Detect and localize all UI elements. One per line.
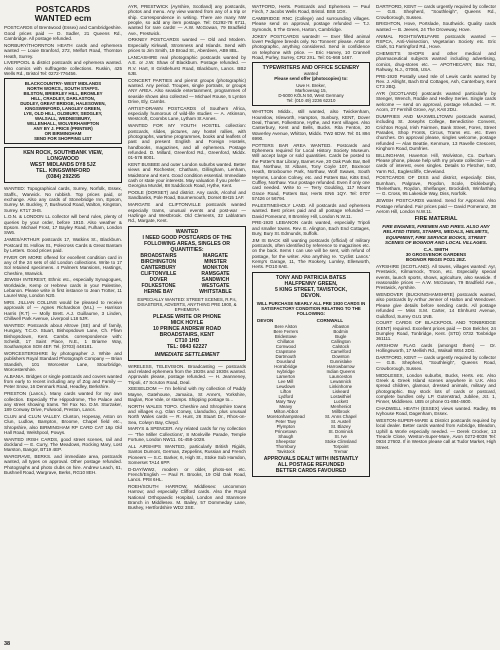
devon-place: Horrabridge [274,363,298,369]
place-column [189,253,242,295]
classified-ad: POSTCARDS OF DISS and district, especially: Diss, Burnham, Palgrave, Roydon, Scole, Dickleburgh, Thelnetham, Roydon, Shelfanger, Brockdish, Winfarthing — G. Cross, 95 Lakeside Way, Diss, Norfolk. [376,175,498,197]
cornwall-place: Albaston [332,323,350,329]
cornwall-place: St. Austell [331,418,351,424]
devon-place: Princetown [274,428,297,434]
classified-ad: ROEH/SOUTH HARROW, Middlesex: uncommon Harrow; and especially Clifford cards. Also the Royal National Orthopaedic Hospital, London and Stanmore Branch in Middlesex. M. Bailey, 57 Dommeday Lane, Bushey, Hertfordshire WD2 3SE. [128,484,248,511]
cornwall-place: Liskeard [332,388,350,394]
place-name: CLIFTONVILLE [140,270,177,277]
classified-list [4,186,122,475]
devon-place: Bere Alston [274,323,298,329]
cornwall-place: St. Ive [334,433,347,439]
place-name: DOVER [149,276,168,283]
classified-ad: JAMES/ARTHUR postcards 17, Watkins St., Blackburn. Postcard St. Hollow St., Polecross Cards & Great Bantam by Letters. Good prices paid. [4,237,124,253]
classified-ad: AYR (SCOTLAND) postcards wanted particularly by Stenger, Wrench, Roddie and Hedley Series. Single cards welcome — send on approval, postage refunded. — R. Acorn, 27 Fernhill Grove, Ayr, KA8 2DU. [376,91,498,113]
devon-place: Dousland [276,358,296,364]
cornwall-place: Callington [331,338,351,344]
classified-list [128,364,246,511]
classified-ad: LANCASHIRE real photographic postcards wanted by A.E. or J.W. Shaw of Blackburn. Postage refunded. — R.V. Hart, 8 Gristlehurst Road, Blackburn, Lancs. BB2 6JB. [128,54,248,76]
devon-place: Crapstone [275,348,296,354]
classified-ad: NORBURY/THORNTON HEATH cards and ephemera wanted — Louie Branford, 272, Melfort Road, Thornton Heath, Surrey. [4,42,124,59]
classified-ad: COURT CARDS OF BLACKPOOL AND TONBRIDGE (KENT) required. Excellent prices paid — Don Belcher, 24 Dumpley Road, Tonbridge, Kent. (STD) 0732 Tonbridge 361111. [376,320,498,342]
classified-ad: PALESTINE/HOLY LAND. All postcards and ephemera wanted. Best prices paid and all postage refunded — David Pomeranz, 8 Bromley Hill, London N.W.11. [252,202,372,219]
column-2 [128,4,246,644]
place-name: RAMSGATE [201,270,230,277]
classified-ad: JIM IS BACK still wanting postcards (official) of military postcards, often identified by reference to magazines etc. on the back. Items I can use will be sent, with refund of postage, for the writer. Also anything re. 'Cyclist Lancs.' Kemp's Garage, 11, The Rookery, Lumley, Ellesworth, Herts. PO10 8AE. [252,237,372,270]
classified-list [4,25,122,76]
devon-place: Chillaton [277,338,295,344]
classified-list [252,4,370,60]
classified-ad: AYRSHIRE (SCOTLAND). All towns, villages wanted: Ayr, Prestwick, Kilmarnock, Troon, etc. Especially special events, launch sports, shows, agriculture, also seaside. If reasonable prices — A.W. McGowan, 79 Bradfield Ave., Prestwick, Ayrshire. [376,264,498,291]
classified-ad: LIVERPOOL & district postcards and ephemera wanted. Also comics with suffragette collections. Ruskin, 425 Wells Rd., Bristol Tel: 0272-776456. [4,60,124,76]
classified-ad: WATFORD, Herts. Postcards and Ephemera — Paul Finch, 7 Jacobs Wells Road, Bristol. BS8 1DX. [252,4,372,15]
cornwall-place: Linkinhorne [329,383,353,389]
ad-intro: WANTED I NEED GOOD POSTCARDS OF THE FOLLOWING AREAS, SINGLES OR QUANTITIES: [142,228,232,253]
classified-ad: WHITTON Middx., still wanted, also Twickenham, Hounslow, Isleworth, Hampton, Sunbury, KENT, Dover Deal, Thanet, Folkestone, Hythe, and Kent villages. Also Canterbury, Kent and Bells, Bucks. Rita Fenton, 20 Waverley Avenue, Whitton, Middx. TW2 6DW. Tel: 01 894 6990. [252,109,372,141]
cornwall-place: Harrowbarrow [326,363,355,369]
classified-ad: AYR, PRESTWICK (Ayrshire, Scotland) any postcards, photos and menu. Any view wanted from any of a trip or ship. Correspondence in writing. There are many NW people, so add any item postage. Tel: 01292-78 6711, wanted for rare cards! — A.W. McGowan, 79 Bradfield Ave., Prestwick. [128,4,248,36]
classified-ad: MARGATE and CLIFTONVILLE postcards wanted especially trams, unusual events and post-war — Hazlinge and Westbrook. Old Clements, 32 Lablatram Rd., Margate, Kent. [128,202,248,224]
classified-ad: WANTED: Topographical cards, Surrey, Norfolk, Essex, Staffs., Warwick. No rubbish. Top prices paid, or exchange. Also any cards of Stonebridge Inn, Epsom, Surrey. M. Buckley, 7, Bushwood Road, Walton, Kingston, Surrey. KT17 3HS. [4,186,124,213]
page-number: 38 [4,641,11,647]
classified-ad: ARTIST-DRAWN POSTCARDS of Southern Africa, especially humorous of wild-life studies — A. Atkinson, Westcroft, Coombs Lane, Lytham St Annes. [128,105,248,122]
fire-material-contact: C.A. SMITH 30 GROSVENOR GARDENS BOGNOR REGIS PO21 2EZ. [405,246,467,263]
column-1 [4,4,122,644]
classified-ad: DARTFORD, KENT — cards urgently required by collector — G.B. Shepherd, "Southleigh", Queens Road, Crowborough, Sussex. [376,355,498,371]
cornwall-place: Stoke Climsland [324,438,357,444]
classified-ad: WESTON-SUPER-MARE & District postcards required by local dealer. Better cards wanted from Axbridge, Bleadon, Uphill & Worle especially needed. — Derek Crocker, 13 Treacle Close, Weston-Super-Mare, Avon 0272-8038 Tel: 0934 27602. If in Weston please call at Tudor Market, High Street. [376,418,498,450]
classified-ad: WANTED FOR MY YOUTH HOSTEL collection: postcards, slides, pictures, any hostel rallies, with photographs, wartime programmes, books and leaflets of past and present English and Foreign Hostels, handbooks, magazines, and all ephemera. Postage refunded. D. Millard, Greenford Rd., Greenford, Middx. 01-578 8001. [128,123,248,161]
classified-ad: CONCERT PARTIES and pierrot groups (photographic) wanted. Any period. Troupes, single portraits, or groups ANY AREA. Also seaside entertainment, programmes of seaside shows also collected — Michael Rouse, 5 Lynton Drive, Ely, Cambs. [128,77,248,105]
classified-ad: MARYS & SPENCER. Any related cards for my collection — 'The Miller Collections', 8 Monkville Parade, Temple Fortune, London NW11. 01-458-1028. [128,426,248,443]
cornwall-place: Camelford [330,348,351,354]
classified-ad: ORKNEY POSTCARDS wanted — Old and Modern. Especially Kirkwall, Stromness and Islands. Send with prices to Jim Smith, 19 Broad St., Aberdeen, AB9 8BL. [128,37,248,54]
classified-ad: L.O.N. & LONDON LL collector will bend rules, plenty of queries by your order, before 1910. Also weather & Epsom. Michael Frost, 17 Bayley Road, Fulham, London SW6. [4,214,124,236]
cornwall-place: St. Blazey [330,423,351,429]
classified-ad: ALBANIA. Bridges or single postcards and covers wanted from early to recent including any of Zog and Family — Peter Snow, 16 Denmark Road, Headley, Berkshire. [4,373,124,390]
classified-ad: KENT BUSBEE and outer London suburbs wanted. Better views and Rochester, Chatham, Gillingham, Lenham, Maidstone and Kent. Good condition essential. Immediate cash or state your interests. May valuation if you prefer — Georgina Murdel, 88 Saddicock Road, Hythe, Kent. [128,161,248,189]
classified-ad: ANIMAL RIGHTS/WELFARE postcards wanted — RSPCA, Anti-Vivisection, Vegetarian Society etc. Eric Clark, 51 Farringford Rd., Hove. [376,33,498,50]
cornwall-place: Millbrook [331,408,350,414]
cornwall-place: Calstock [332,343,350,349]
ad-contact: PLEASE WRITE OR PHONE MICK HOYLE 10 PRINCE ANDREW ROAD BROADSTAIRS, KENT CT10 1HD TEL: 0843 62227 [152,313,222,350]
fire-material-text: FIRE ENGINES, FIREMEN AND FIRES. ALSO ANY RELATED ITEMS, STAMPS, MEDALS, HELMETS, EQUIPMENT, FIRE SERVICE BOOKS, STREET SCENES OF BOGNOR AND LOCAL VILLAGES. [382,223,491,245]
place-name: WHITSTABLE [199,288,232,295]
classified-list [376,4,496,214]
devon-place: Lydford [278,393,294,399]
classified-ad: POTTERS BAR AREA WANTED. Postcards and Ephemera required for Local History Society Museum. Will accept large or sold quantities. Cards be posted to the Potter's Bar Library, Barnet Ave, 20 Oak Park Bar, Bell Bar, Northaw, St Albans, Tony Coyle 107, Boxmoor Heath, Broxbourne Park, Northaw, Wolf Swaws, South Mymms, London Colney, etc. and Potters Bar, Kitts End, Cuffley, Northaw. Your postage refunded. Even if only one card needed. Write to — Terry Goulding, 117 Mount Grace Road, Potters Bar, Herts EN6 1QY. Tel: 0707 57426 or 56794. [252,142,372,202]
cornwall-place: Lostwithiel [330,393,352,399]
cornwall-place: St. Dominick [328,428,354,434]
classified-ad: CHADWELL HEATH (ESSEX) views wanted. Radley, 95 Ivyhouse Road, Dagenham, Essex. [376,405,498,417]
classified-ad: JOKEY POSTCARDS wanted!! — Ever filled animal lover! Pedigree breeds only. No 'Tonners' please. Artist or photographic, anything considered. Send in confidence on telephone with price. — Eric Harvey, 10 Crannell Road, Purley, Surrey, CR2 2XL. Tel: 01-668 1467. [252,33,372,60]
classified-ad: WIRELESS, TELEVISION. Broadcasting — postcards and related ephemera from the 1920s and 1930s wanted. Approvals please, postage refunded. — H. Jeanneney, Tripoli, 47 Scruton Road, Deal. [128,363,248,385]
classified-ad: WANTED IRISH CARDS, good street scenes, rail and dockland — E. Curry, The Meadows, Rocking Mary, Lost Marston, Bangor, BT19 4EP. [4,436,124,453]
classified-ad: WARGRAVE, BERKS. and immediate area, postcards wanted, all types on approval. Other postage refunded. Photographs and photo clubs on hire. Andrew Leach, 61, Bushnell Road, Wargrave, Berks, RG10 8EH. [4,454,124,476]
devon-place: Thornbury [275,443,296,449]
place-name: HERNE BAY [144,288,173,295]
column-4 [376,4,496,644]
classified-ad: WANTED: Postcards about Altrove (SE) and of family, Hungary, T.C.O. Stuart, Bishopsdown Lane, Ch. Ffiwn Bishopsdown, Kent. Cambs. correspondence with: Scheldt, 17 Saint Place, N.E., 1 Briarne Way, Southampton SO8 4EF. Tel. (0703) 448181. [4,322,124,350]
ad-especially: ESPECIALLY WANTED: STREET SCENES, R.P.s, DISASTERS, ADVERTS, ANYTHING PRE 1900, & EPHEMERA [137,296,237,312]
devon-place: Lifton [280,388,292,394]
classified-ad: PRE-1920 LEBANON cards wanted, especially Tripoli and smaller towns. Rev. E. Alington, Each End Cottages, Bury, Bury St. Edmunds, Suffolk. [252,220,372,236]
devon-place: Bridestowe [274,333,297,339]
devon-place: Milton Abbot [273,408,298,414]
classified-ad: JEWISH INTEREST, Ethnic etc., especially Synagogues, Worldwide, Kemp or Hebrew cards in your Palestine, Lebanon. Please write in first instance to Jean Trotter, 11 Laurel Way, London N20. [4,277,124,299]
document-page [4,4,496,644]
devon-place: Tavistock [276,448,295,454]
classified-ad: BRIGHTON, Hove, Portslade, Southwick. Quality cards wanted — B. Jeeves, 24 The Droveway, Hove. [376,21,498,32]
ad-box-typewriters [252,62,370,106]
classified-ad: CLUN and CLUN VALLEY. Clunton, Hopesay, Aston on Clun, Ludlow, Bampton, Broome, Chapel field etc., Shropshire, also BIRMINGHAM RP CARD CAT 16p Old Hall Road, Welshpool, Powys. [4,413,124,435]
place-name: MARGATE [203,252,228,259]
cornwall-place: Menheniot [330,403,352,409]
classified-ad: POSTCARDS of Brentwood (Essex) and Cambridgeshire. Good prices paid — D. Sadler, 21 Queens Rd., Cambridge. All postage refunded. [4,25,124,42]
place-name: CANTERBURY [141,264,176,271]
classified-ad: MRS. JILLIAN COLLINS would be pleased to receive approvals of — Agnes Richardson (M.L) — Harrison Harris (R.T) — Molly Brett. A.J. Guillaume, 3 Linden, Chillwell Park Avenue, Liverpool L18 5JR. [4,300,124,322]
cornwall-place: St. Anns Chapel [325,413,357,419]
place-column [132,253,185,295]
devon-heading: DEVON [257,317,274,323]
classified-ad: CAMBRIDGE RNC (College) and surrounding villages. Please send on approval, postage refunded — T.J. Symonds, 5 The Green, Harton, Cambridge. [252,16,372,32]
classified-ad: WORCESTERSHIRE by photographer J. White and publishers Royal Standard Photograph Company — Brian Standish, 101 Worcester Lane, Stourbridge, Worcestershire. [4,350,124,373]
devon-place: Sheepstor [275,438,296,444]
ad-text: Please send offer (photocopies) to: [274,76,348,82]
ad-footer: APPROVALS DEALT WITH INSTANTLY ALL POSTAGE REFUNDED BETTER CARDS FAVOURED [263,455,359,474]
devon-place: Cornwood [275,343,296,349]
classified-ad: ALL AIRSHIPS WANTED, particularly British Rigids, Santos Dumont, German, Zeppelins, Russian and French Pioneers — S.C. Barker, 6, High St., Stoke Sub Hamdon, Somerset TA14 6PP. [128,443,248,465]
place-name: BIRCHINGTON [140,258,177,265]
ad-heading: TONY AND PATRICIA BATES HALFPENNY GREEN, 5 KING STREET, TAVISTOCK, DEVON. [274,274,348,299]
ad-box-black-country [4,78,122,144]
place-name: SANDWICH [201,276,230,283]
place-table [256,318,366,454]
classified-ad: D-DAY/WW2, modern or older, photo-set etc. French/English — Paul R. Brooks, 19 Old Oak Road, Lancs. PR8 6HL. [128,466,248,483]
devon-place: Meavy [279,403,293,409]
devon-place: Bere Ferrers [273,328,299,334]
place-name: FOLKESTONE [141,282,176,289]
devon-place: Plympton [276,423,295,429]
cornwall-place: Torpoint [332,443,349,449]
classified-ad: PRESTON (Lancs.). Many cards wanted for my own collection. Especially The Hippodrome, The Palace and any street showing trams. Tel Fax No. D.M. Sturzaker, 189 Conway Drive, Fulwood, Preston, Lancs. [4,391,124,413]
ad-box-mick-hoyle [128,226,246,361]
ad-settlement: IMMEDIATE SETTLEMENT [154,351,220,358]
classified-ad: MIDDLESEX, London suburbs, Bucks, Herts. etc. Also Greek & Greek Island scenes anywhere in U.K. Also spread children, glamour, dressed animals, military and photographic. Buy stock lots of cards or postcard, complete bundles only. LP. Gutenstrad, Jubilee, Jct. 1, Pinner, Middlesex. UB5 or phone 01-884-4600. [376,372,498,405]
devon-place: Lewdown [276,383,296,389]
cornwall-place: Bodmin [333,328,349,334]
devon-place: Peter Tavy [275,418,297,424]
cornwall-place: Indian Queens [326,368,356,374]
cornwall-place: Bugle [335,333,347,339]
ad-contact: Uwe H. Breker, Marhovesag 15, D-5000 KÖLN 50, West Germany Tel: (010 49) 2236 62210 [278,83,344,104]
classified-ad: FIVER OR MORE offered for excellent condition card in any of the 24 sets of old London collections. Write to 17 Sol retained specimens. 4 Palmers Mansions, Hastings, Cheshire, Warwick. [4,254,124,276]
classified-ad: AIRSHOW FLAG cards (amongst them) — Dr. Hollingsworth, 17 Mellish Rd., Walsall WS4 2DG. [376,343,498,354]
devon-place: Moretonhampstead [266,413,305,419]
ad-text: BLACKCOUNTRY- WEST MIDLANDS NORTH WORCS., SOUTH STAFFS. BILSTON, BRIERLEY HILL, BROMLEY HILL, CRADLEY, DARLASTON, DUDLEY, GREAT BRIDGE, HALESOWEN, KINGSWINFORD, LANGLEY GREEN, LYE, OLD HILL, OLDBURY, SEDGLEY, WALSALL, WEDNESBURY, WILLENHALL, WOLVERHAMPTON ANY BY J. PRICE (PRINTER) OR BIRMINGHAM SEND FOR SHOPPING LIST [20,81,106,142]
place-name: WESTGATE [201,282,230,289]
classified-ad: DARTFORD, KENT — cards urgently required by collector — G.B. Shepherd, "Southleigh", Queens Rd., Crowborough, Sussex. [376,4,498,20]
fire-material-heading: FIRE MATERIAL [414,215,458,222]
classified-ad: DUMFRIES AND MAXWELLTOWN postcards wanted, including St. Josephs College, Benedictine Convent, Crichton Royal, Irish Fairmen, Bank Street, Fores, Street Parades, Shop Fronts, Circus, Trams etc. etc. Even churches. On approval please, singles welcome, postage refunded — Alan Beattie, Kenmure, 13 Ravelle Crescent, Kinghorn Road, Dumfries. [376,113,498,151]
cornwall-place: Luckett [333,398,348,404]
devon-place: Mary Tavy [275,398,296,404]
cornwall-place: Launceston [329,373,353,379]
cornwall-place: Tremar [333,448,348,454]
devon-place: Dartmouth [275,353,297,359]
ad-box-bates [252,272,370,477]
classified-ad: BILLINGHAM, Haverton Hill, Wolviston, Co. Durham. Please phone, please help with my private collection — all cards of interest, even singles. Details to Fletcher, 540, Yarm Rd., Eaglescliffe, Cleveland. [376,152,498,174]
place-name: MINSTER [204,258,227,265]
devon-place: Ivybridge [276,368,295,374]
ad-text: WILL PURCHASE NEARLY ALL PRE 1930 CARDS IN SATISFACTORY CONDITION RELATING TO THE FOLLOWING: [256,300,366,316]
cornwall-place: Gunnislake [329,358,352,364]
classified-list [252,109,370,270]
classified-ad: JEWISH POSTCARDS wanted. Send for Approval. Also Postage refunded. Fair prices paid — David Pomeranz, 38 Aerom Hill, London N.W.11. [376,198,498,214]
classified-list [376,264,496,450]
classified-ad: POOLE (DORSET) and district. Any cards, Alcohol and Sandbanks, Pole Road, Bournemouth, Dorset BH15 1AF. [128,190,248,201]
cornwall-place: Lewannick [330,378,352,384]
ad-text: KEN ROCK, SOUTHBANK VIEW, LONGWOOD WEST MIDLANDS DY8 5JZ TEL. KINGSWINFORD (0384) 292295 [23,150,103,181]
classified-ad: NORTH WALES TOPO. Cheshire and Shropshire towns and villages e.g. Glan Conwy, Llandudno, plus unusual North Wales cards — R. Hunt, 26 Stuart Dr., Rhos-on-Sea, Colwyn Bay, Clwyd. [128,403,248,425]
cornwall-heading: CORNWALL [316,317,344,323]
place-name: MONKTON [202,264,229,271]
devon-place: Lee Mill [278,378,294,384]
ad-box-ken-rock [4,147,122,183]
ad-heading: TYPEWRITERS AND OFFICE SCENERY [262,65,360,72]
cornwall-place: Downton [332,353,350,359]
place-name: BROADSTAIRS [140,252,177,259]
section-heading: POSTCARDS WANTED ecm [34,4,92,24]
classified-list [128,4,246,224]
place-list [132,253,242,295]
classified-ad: WENDOVER (BUCKINGHAMSHIRE) postcards wanted, also postcards by Arthur Jenner of Halton and Wendover. Please give details before sending cards. All postage refunded — Miss S.M. Carter, 14 Elmhurst Avenue, Guildford, Surrey GU1 1NB. [376,292,498,319]
ad-subheading: wanted [303,71,319,77]
classified-ad: CHEMIST'S SHOPS and other medical and pharmaceutical subjects wanted including advertising, comics, drug-stores etc. — APOTHECARY, Box 762, Rahway, N.J., 07065, USA. [376,50,498,72]
devon-place: Lamerton [276,373,296,379]
classified-ad: PRE-1920 Postally used Isle of Lewis cards wanted by Rev. J. Allright, Bach End Cottages, Ash, Canterbury, Kent CT3 2BQ. [376,73,498,90]
devon-place: Shaugh [278,433,294,439]
classified-ad: XEESELDOM — I'm behind with my collection of Paddy Mayne, Gatehouse, Jamaica, St Anne's, Yorkshire, Baglan, Roe Vale, or stamps. Shipping postage to... [128,386,248,402]
column-3 [252,4,370,644]
